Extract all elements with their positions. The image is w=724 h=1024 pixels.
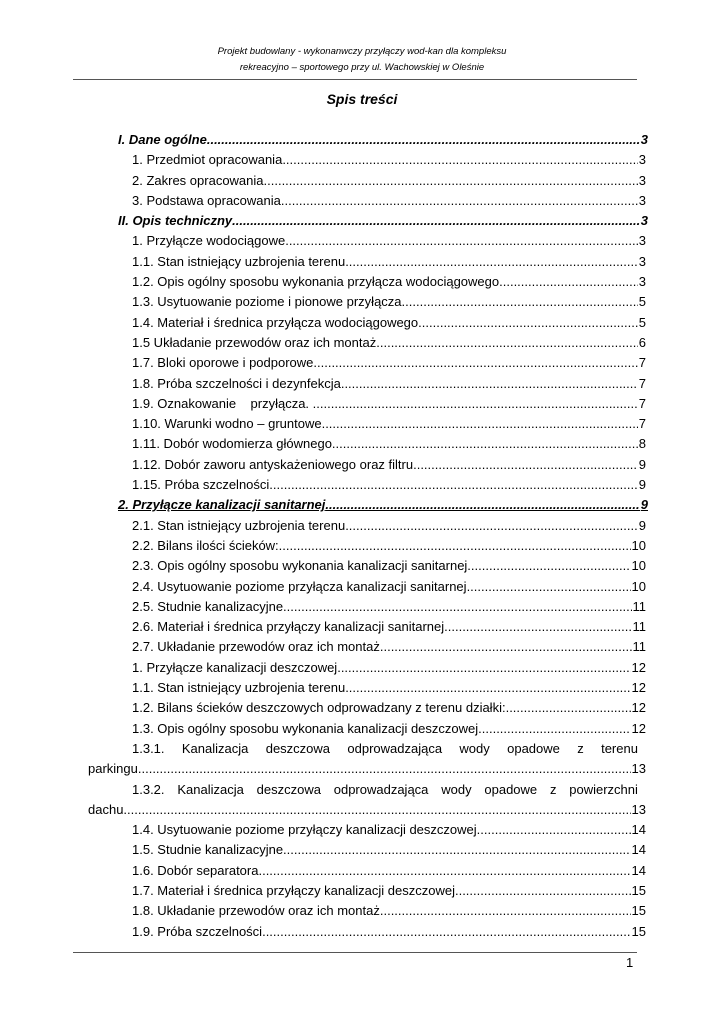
toc-page-number: 3 (640, 132, 648, 147)
toc-entry[interactable] (88, 171, 648, 191)
toc-entry[interactable] (88, 577, 648, 597)
toc-leader (341, 374, 638, 394)
toc-page-number: 9 (640, 497, 648, 513)
header-line-2: rekreacyjno – sportowego przy ul. Wachowskiej w Oleśnie (239, 62, 485, 73)
toc-page-number: 3 (640, 213, 648, 229)
toc-page-number: 14 (631, 842, 646, 858)
toc-page-number: 7 (638, 355, 646, 371)
toc-leader (482, 719, 631, 739)
toc-word: 1.3.1. (132, 740, 165, 756)
toc-entry[interactable] (88, 434, 648, 454)
toc-leader (232, 211, 640, 231)
toc-entry[interactable] (88, 881, 648, 901)
toc-leader (459, 881, 631, 901)
toc-leader (283, 840, 630, 860)
table-of-contents (88, 130, 648, 942)
toc-entry-text-continued: dachu (88, 801, 124, 817)
toc-entry-text: 1. Przyłącze kanalizacji deszczowej (132, 659, 338, 675)
toc-entry-text-continued: parkingu (88, 761, 138, 777)
toc-entry[interactable] (88, 191, 648, 211)
toc-page-number: 3 (638, 253, 646, 269)
toc-entry[interactable] (88, 455, 648, 475)
toc-entry-text: 1.3. Opis ogólny sposobu wykonania kanalizacji deszczowej. (132, 720, 482, 736)
toc-entry[interactable] (88, 394, 648, 414)
toc-leader (337, 658, 630, 678)
toc-entry[interactable] (88, 516, 648, 536)
toc-entry[interactable] (88, 313, 648, 333)
toc-page-number: 10 (631, 537, 646, 553)
toc-entry-text: 2. Przyłącze kanalizacji sanitarnej (118, 497, 326, 513)
toc-entry-text: 1.9. Oznakowanie przyłącza. (132, 395, 313, 411)
toc-entry-text: 2.2. Bilans ilości ścieków: (132, 537, 279, 553)
toc-entry[interactable] (88, 292, 648, 312)
header-divider (73, 79, 637, 80)
toc-page-number: 7 (638, 395, 646, 411)
toc-page-number: 7 (638, 375, 646, 391)
toc-entry-text: 1.2. Opis ogólny sposobu wykonania przyłącza wodociągowego (132, 274, 500, 290)
toc-word: opadowe (484, 781, 538, 797)
toc-leader (123, 800, 630, 820)
toc-leader (264, 171, 638, 191)
toc-entry-text: 1.9. Próba szczelności (132, 923, 263, 939)
toc-entry-kanalizacja-sanitarna[interactable] (88, 495, 648, 515)
toc-leader (499, 272, 638, 292)
toc-entry[interactable] (88, 353, 648, 373)
toc-entry[interactable] (88, 414, 648, 434)
toc-entry-text: II. Opis techniczny (118, 213, 233, 229)
toc-leader (325, 414, 638, 434)
toc-leader (506, 698, 631, 718)
toc-entry-text: 3. Podstawa opracowania (132, 192, 281, 208)
toc-entry[interactable] (88, 698, 648, 718)
toc-entry-text: 1.7. Bloki oporowe i podporowe (132, 355, 314, 371)
toc-entry-text: 2.5. Studnie kanalizacyjne (132, 598, 284, 614)
toc-entry[interactable] (88, 637, 648, 657)
toc-leader (269, 475, 637, 495)
page-title: Spis treści (326, 91, 398, 107)
toc-entry-text: 2.7. Układanie przewodów oraz ich montaż (132, 639, 380, 655)
toc-entry[interactable] (88, 922, 648, 942)
toc-leader (477, 820, 631, 840)
page-number: 1 (626, 955, 634, 970)
toc-leader (467, 577, 631, 597)
toc-entry-text: 1.6. Dobór separatora (132, 862, 259, 878)
toc-entry[interactable] (88, 475, 648, 495)
toc-page-number: 3 (638, 152, 646, 168)
header-line-1: Projekt budowlany - wykonanwczy przyłączy wod-kan dla kompleksu (217, 46, 507, 57)
toc-entry[interactable] (88, 333, 648, 353)
toc-entry-text: 1.1. Stan istniejący uzbrojenia terenu (132, 253, 346, 269)
toc-entry[interactable] (88, 536, 648, 556)
toc-page-number: 3 (638, 172, 646, 188)
toc-entry[interactable] (88, 617, 648, 637)
toc-entry-opis-techniczny[interactable] (88, 211, 648, 231)
footer-divider (73, 952, 637, 953)
toc-page-number: 5 (638, 294, 646, 310)
toc-leader (258, 861, 630, 881)
toc-entry-text: 1.8. Próba szczelności i dezynfekcja (132, 375, 341, 391)
toc-page-number: 6 (638, 334, 646, 350)
toc-entry-text: 1.4. Usytuowanie poziome przyłączy kanalizacji deszczowej (132, 822, 477, 838)
toc-leader (281, 191, 638, 211)
toc-entry[interactable] (88, 150, 648, 170)
toc-page-number: 15 (631, 923, 646, 939)
toc-entry[interactable] (88, 861, 648, 881)
toc-leader (376, 333, 638, 353)
toc-word: wody (441, 781, 472, 797)
toc-entry-text: 1.12. Dobór zaworu antyskażeniowego oraz filtru (132, 456, 414, 472)
toc-page-number: 5 (638, 314, 646, 330)
toc-word: 1.3.2. (132, 781, 165, 797)
toc-entry-text: 1.2. Bilans ścieków deszczowych odprowadzany z terenu działki: (132, 700, 506, 716)
document-header (0, 44, 724, 76)
toc-leader (313, 353, 637, 373)
toc-entry-text: 1.10. Warunki wodno – gruntowe. (132, 416, 326, 432)
toc-page-number: 14 (631, 862, 646, 878)
toc-word: z (577, 740, 584, 756)
toc-entry[interactable] (88, 231, 648, 251)
toc-word: Kanalizacja (181, 740, 249, 756)
toc-word: Kanalizacja (177, 781, 244, 797)
toc-page-number: 12 (631, 700, 646, 716)
toc-entry[interactable] (88, 901, 648, 921)
toc-leader (336, 434, 638, 454)
toc-entry-text: 1.5 Układanie przewodów oraz ich montaż (132, 334, 377, 350)
toc-leader (345, 516, 638, 536)
toc-leader (325, 495, 639, 515)
toc-page-number: 9 (638, 517, 646, 533)
toc-leader (279, 536, 631, 556)
toc-entry-text: 2. Zakres opracowania (132, 172, 264, 188)
toc-entry-text: 1.5. Studnie kanalizacyjne (132, 842, 284, 858)
toc-leader (345, 678, 630, 698)
toc-entry-text: 1.4. Materiał i średnica przyłącza wodociągowego (132, 314, 419, 330)
toc-page-number: 15 (631, 882, 646, 898)
toc-page-number: 12 (631, 720, 646, 736)
toc-page-number: 3 (638, 233, 646, 249)
toc-entry[interactable] (88, 840, 648, 860)
toc-leader (313, 394, 638, 414)
toc-word: powierzchni (569, 781, 638, 797)
toc-entry[interactable] (88, 678, 648, 698)
toc-leader (282, 150, 637, 170)
toc-entry-dane-ogolne[interactable] (88, 130, 648, 150)
toc-page-number: 9 (638, 456, 646, 472)
toc-page-number: 10 (631, 558, 646, 574)
toc-page-number: 8 (638, 436, 646, 452)
toc-entry-text: 1.1. Stan istniejący uzbrojenia terenu (132, 680, 346, 696)
toc-leader (138, 759, 631, 779)
toc-word: odprowadzająca (333, 781, 429, 797)
toc-page-number: 11 (632, 639, 646, 655)
toc-word: wody (459, 740, 490, 756)
toc-page-number: 13 (631, 761, 646, 777)
toc-entry[interactable] (88, 597, 648, 617)
toc-entry[interactable] (88, 719, 648, 739)
toc-leader (207, 130, 640, 150)
toc-page-number: 10 (631, 578, 646, 594)
toc-entry[interactable] (88, 658, 648, 678)
toc-leader (262, 922, 630, 942)
toc-page-number: 14 (631, 822, 646, 838)
toc-page-number: 15 (631, 903, 646, 919)
toc-word: opadowe (507, 740, 560, 756)
toc-page-number: 12 (631, 659, 646, 675)
toc-page-number: 11 (632, 619, 646, 635)
toc-word: deszczowa (256, 781, 321, 797)
toc-entry-text: 2.4. Usytuowanie poziome przyłącza kanalizacji sanitarnej (132, 578, 467, 594)
toc-leader (413, 455, 638, 475)
toc-leader (285, 231, 638, 251)
toc-entry-text: 1.15. Próba szczelności (132, 477, 270, 493)
toc-page-number: 7 (638, 416, 646, 432)
toc-entry-wrapped[interactable] (88, 780, 648, 821)
toc-leader (418, 313, 638, 333)
toc-entry-text: I. Dane ogólne (118, 132, 207, 147)
toc-entry[interactable] (88, 272, 648, 292)
toc-leader (345, 252, 638, 272)
toc-word: z (549, 781, 557, 797)
toc-leader (380, 637, 632, 657)
toc-entry-text: 1.3. Usytuowanie poziome i pionowe przyłącza (132, 294, 402, 310)
toc-word: odprowadzająca (347, 740, 443, 756)
toc-entry-text: 1.8. Układanie przewodów oraz ich montaż (132, 903, 380, 919)
toc-leader (380, 901, 631, 921)
toc-page-number: 12 (631, 680, 646, 696)
toc-entry-text: 1.11. Dobór wodomierza głównego. (132, 436, 336, 452)
toc-entry-wrapped[interactable] (88, 739, 648, 780)
toc-entry[interactable] (88, 374, 648, 394)
toc-page-number: 3 (638, 192, 646, 208)
toc-entry[interactable] (88, 252, 648, 272)
toc-entry-text: 1. Przyłącze wodociągowe (132, 233, 286, 249)
toc-leader (448, 617, 632, 637)
toc-page-number: 3 (638, 274, 646, 290)
toc-entry-text: 1.7. Materiał i średnica przyłączy kanalizacji deszczowej. (132, 882, 459, 898)
toc-leader (402, 292, 638, 312)
toc-word: deszczowa (265, 740, 331, 756)
toc-entry-text: 2.3. Opis ogólny sposobu wykonania kanalizacji sanitarnej. (132, 558, 471, 574)
toc-entry[interactable] (88, 820, 648, 840)
toc-page-number: 9 (638, 477, 646, 493)
toc-entry-text: 2.1. Stan istniejący uzbrojenia terenu (132, 517, 346, 533)
toc-leader (471, 556, 631, 576)
toc-page-number: 11 (632, 598, 646, 614)
toc-entry-text: 2.6. Materiał i średnica przyłączy kanalizacji sanitarnej. (132, 619, 448, 635)
toc-word: terenu (601, 740, 638, 756)
toc-entry-text: 1. Przedmiot opracowania (132, 152, 283, 168)
toc-entry[interactable] (88, 556, 648, 576)
toc-page-number: 13 (631, 801, 646, 817)
toc-leader (283, 597, 631, 617)
